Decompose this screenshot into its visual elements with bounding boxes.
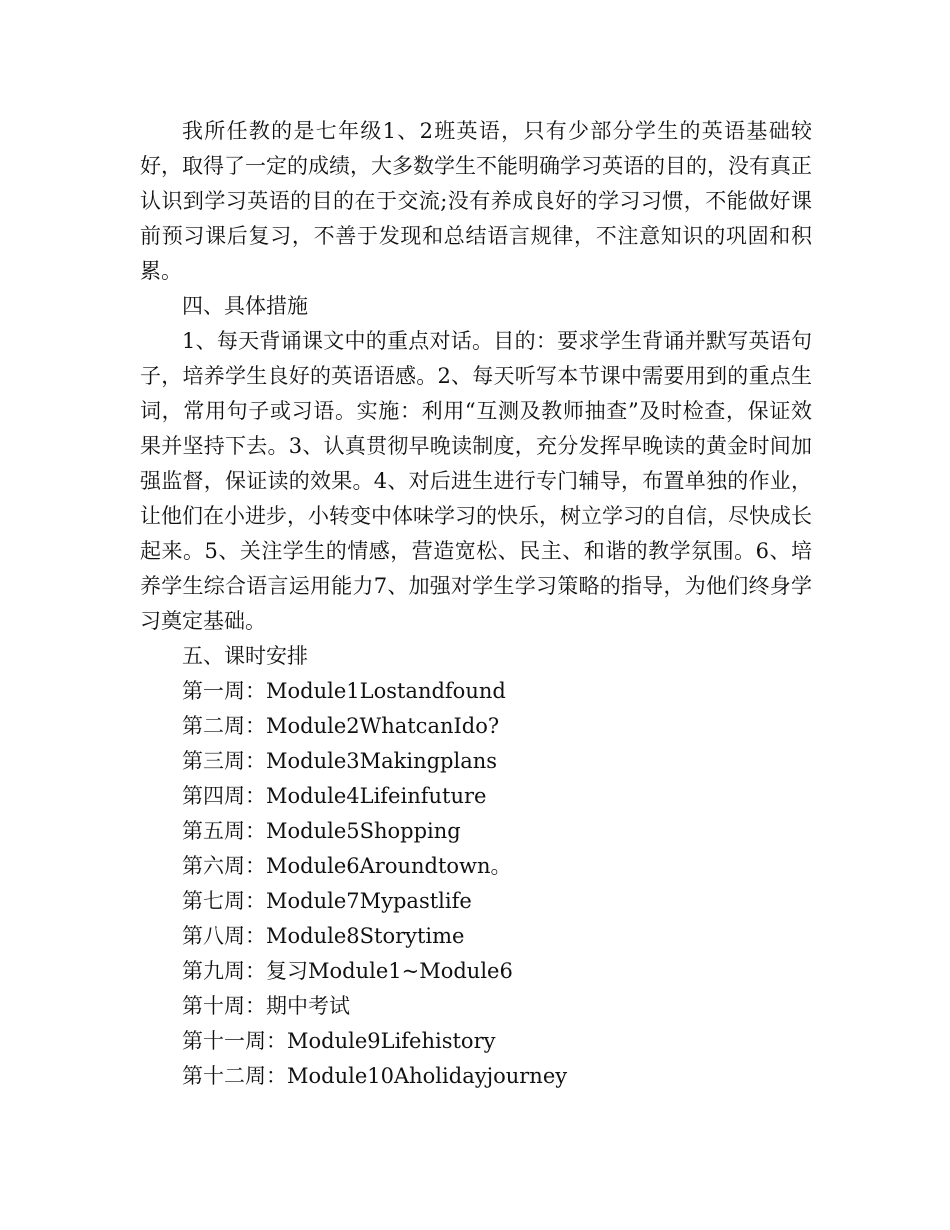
schedule-item: 第五周：Module5Shopping xyxy=(182,819,461,843)
schedule-item: 第二周：Module2WhatcanIdo? xyxy=(182,714,500,738)
schedule-item: 第三周：Module3Makingplans xyxy=(182,749,498,773)
schedule-item: 第七周：Module7Mypastlife xyxy=(182,889,472,913)
section-5-heading: 五、课时安排 xyxy=(182,644,308,668)
document-body xyxy=(140,114,812,1094)
schedule-item: 第九周：复习Module1~Module6 xyxy=(182,959,513,983)
intro-paragraph: 我所任教的是七年级1、2班英语，只有少部分学生的英语基础较好，取得了一定的成绩，大多数学生不能明确学习英语的目的，没有真正认识到学习英语的目的在于交流;没有养成良好的学习习惯，不能做好课前预习课后复习，不善于发现和总结语言规律，不注意知识的巩固和积累。 xyxy=(140,119,812,283)
section-4-body: 1、每天背诵课文中的重点对话。目的：要求学生背诵并默写英语句子，培养学生良好的英语语感。2、每天听写本节课中需要用到的重点生词，常用句子或习语。实施：利用“互测及教师抽查”及时检查，保证效果并坚持下去。3、认真贯彻早晚读制度，充分发挥早晚读的黄金时间加强监督，保证读的效果。4、对后进生进行专门辅导，布置单独的作业，让他们在小进步，小转变中体味学习的快乐，树立学习的自信，尽快成长起来。5、关注学生的情感，营造宽松、民主、和谐的教学氛围。6、培养学生综合语言运用能力7、加强对学生学习策略的指导，为他们终身学习奠定基础。 xyxy=(140,329,812,633)
schedule-item: 第八周：Module8Storytime xyxy=(182,924,465,948)
schedule-item: 第十一周：Module9Lifehistory xyxy=(182,1029,496,1053)
schedule-item: 第四周：Module4Lifeinfuture xyxy=(182,784,487,808)
schedule-item: 第十周：期中考试 xyxy=(182,994,350,1018)
schedule-item: 第一周：Module1Lostandfound xyxy=(182,679,506,703)
schedule-item: 第十二周：Module10Aholidayjourney xyxy=(182,1064,568,1088)
schedule-item: 第六周：Module6Aroundtown。 xyxy=(182,854,512,878)
section-4-heading: 四、具体措施 xyxy=(182,294,308,318)
